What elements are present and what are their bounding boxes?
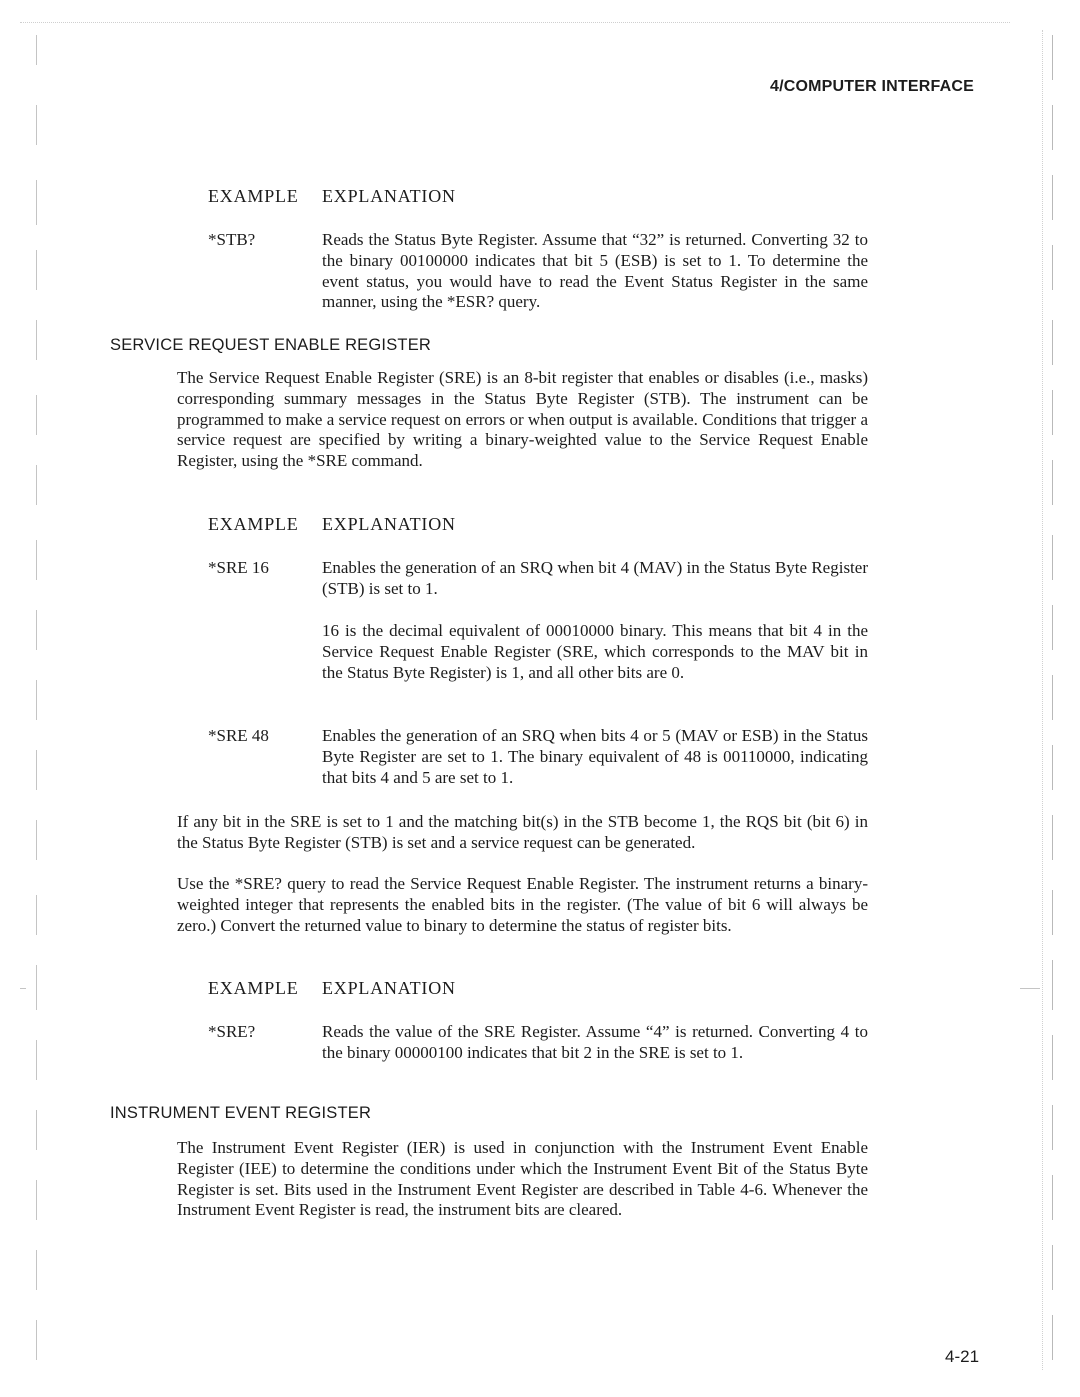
example-column-header: EXAMPLE (208, 186, 299, 206)
sre-rqs-paragraph: If any bit in the SRE is set to 1 and the matching bit(s) in the STB become 1, the RQS bit (bit 6) in the Status Byte Register (STB) is set and a service request can be generated. (177, 812, 868, 852)
explanation-column-header: EXPLANATION (322, 514, 456, 534)
ier-intro-paragraph: The Instrument Event Register (IER) is used in conjunction with the Instrument Event Enable Register (IEE) to determine the conditions under which the Instrument Event Bit of the Status Byte Register is set. Bits used in the Instrument Event Register are described in Table 4-6. Whenever the Instrument Event Register is read, the instrument bits are cleared. (177, 1138, 868, 1220)
page-number: 4-21 (945, 1347, 980, 1366)
sre-query-paragraph: Use the *SRE? query to read the Service Request Enable Register. The instrument returns a binary-weighted integer that represents the enabled bits in the register. (The value of bit 6 will always be zero.) Convert the returned value to binary to determine the status of register bits. (177, 874, 868, 935)
example-explanation: Reads the Status Byte Register. Assume that “32” is returned. Converting 32 to the binary 00100000 indicates that bit 5 (ESB) is set to 1. To determine the event status, you would have to read the Event Status Register in the same manner, using the *ESR? query. (322, 230, 868, 312)
explanation-column-header: EXPLANATION (322, 978, 456, 998)
example-explanation: Enables the generation of an SRQ when bits 4 or 5 (MAV or ESB) in the Status Byte Register are set to 1. The binary equivalent of 48 is 00110000, indicating that bits 4 and 5 are set to 1. (322, 726, 868, 787)
example-command: *SRE? (208, 1022, 256, 1041)
example-command: *SRE 48 (208, 726, 269, 745)
example-command: *SRE 16 (208, 558, 269, 577)
example-explanation: Enables the generation of an SRQ when bit 4 (MAV) in the Status Byte Register (STB) is set to 1. (322, 558, 868, 598)
section-heading-sre: SERVICE REQUEST ENABLE REGISTER (110, 336, 432, 354)
section-heading-ier: INSTRUMENT EVENT REGISTER (110, 1104, 372, 1122)
example-explanation: Reads the value of the SRE Register. Assume “4” is returned. Converting 4 to the binary 00000100 indicates that bit 2 in the SRE is set to 1. (322, 1022, 868, 1062)
sre-intro-paragraph: The Service Request Enable Register (SRE) is an 8-bit register that enables or disables (i.e., masks) corresponding summary messages in the Status Byte Register (STB). The instrument can be programmed to make a service request on errors or when output is available. Conditions that trigger a service request are specified by writing a binary-weighted value to the Service Request Enable Register, using the *SRE command. (177, 368, 868, 471)
example-command: *STB? (208, 230, 256, 249)
example-column-header: EXAMPLE (208, 514, 299, 534)
example-explanation-note: 16 is the decimal equivalent of 00010000 binary. This means that bit 4 in the Service Request Enable Register (SRE, which corresponds to the MAV bit in the Status Byte Register) is 1, and all other bits are 0. (322, 621, 868, 682)
chapter-header: 4/COMPUTER INTERFACE (769, 78, 974, 95)
explanation-column-header: EXPLANATION (322, 186, 456, 206)
example-column-header: EXAMPLE (208, 978, 299, 998)
page-top-rule (20, 22, 1010, 23)
